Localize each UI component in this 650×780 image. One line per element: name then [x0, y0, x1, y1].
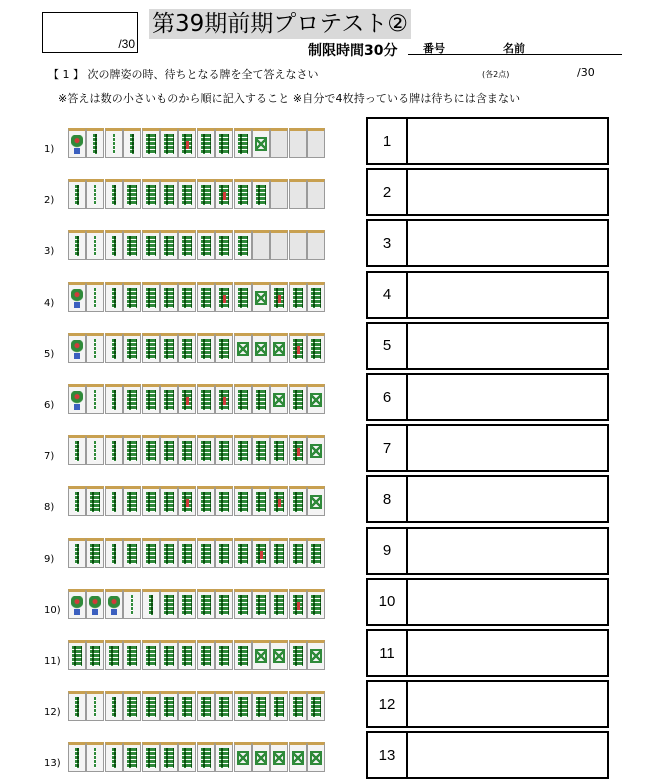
mahjong-tile-icon: [105, 742, 123, 772]
mahjong-tile-icon: [142, 486, 160, 516]
mahjong-tile-icon: [105, 691, 123, 721]
mahjong-tile-icon: [68, 435, 86, 465]
hand-label: 4): [44, 297, 55, 309]
answer-field[interactable]: [408, 273, 607, 317]
mahjong-tile-icon: [215, 640, 233, 670]
mahjong-tile-icon: [307, 282, 325, 312]
mahjong-tile-icon: [142, 179, 160, 209]
mahjong-tile-icon: [86, 384, 104, 414]
hand-row: [44, 587, 314, 627]
mahjong-tile-icon: [197, 179, 215, 209]
mahjong-tile-icon: [289, 538, 307, 568]
hand-row: [44, 689, 314, 729]
answer-box: [366, 219, 609, 267]
mahjong-tile-icon: [105, 282, 123, 312]
section-total: /30: [577, 66, 595, 79]
mahjong-tile-icon: [178, 179, 196, 209]
hand-tiles: [68, 486, 325, 516]
mahjong-tile-icon: [289, 486, 307, 516]
mahjong-tile-icon: [197, 589, 215, 619]
mahjong-tile-icon: [142, 538, 160, 568]
hand-label: 2): [44, 195, 55, 207]
hand-row: [44, 382, 314, 422]
mahjong-tile-icon: [215, 333, 233, 363]
mahjong-tile-icon: [289, 742, 307, 772]
mahjong-tile-icon: [252, 742, 270, 772]
mahjong-tile-icon: [86, 435, 104, 465]
mahjong-tile-icon: [270, 538, 288, 568]
mahjong-tile-icon: [142, 742, 160, 772]
mahjong-tile-icon: [178, 282, 196, 312]
mahjong-tile-icon: [270, 179, 288, 209]
mahjong-tile-icon: [270, 384, 288, 414]
time-limit: 制限時間30分: [308, 43, 398, 59]
mahjong-tile-icon: [160, 538, 178, 568]
section-points: (各2点): [482, 70, 510, 79]
answer-box: [366, 629, 609, 677]
mahjong-tile-icon: [197, 486, 215, 516]
mahjong-tile-icon: [160, 640, 178, 670]
hand-row: [44, 280, 314, 320]
mahjong-tile-icon: [234, 435, 252, 465]
hand-label: 8): [44, 502, 55, 514]
section-instruction: 【 1 】 次の牌姿の時、待ちとなる牌を全て答えなさい: [48, 68, 319, 81]
mahjong-tile-icon: [215, 179, 233, 209]
mahjong-tile-icon: [307, 435, 325, 465]
mahjong-tile-icon: [160, 282, 178, 312]
answer-box: [366, 424, 609, 472]
mahjong-tile-icon: [123, 486, 141, 516]
mahjong-tile-icon: [234, 230, 252, 260]
answer-number: 11: [368, 631, 408, 675]
mahjong-tile-icon: [160, 128, 178, 158]
hand-label: 6): [44, 400, 55, 411]
mahjong-tile-icon: [215, 384, 233, 414]
hand-row: [44, 433, 314, 473]
answer-number: 7: [368, 426, 408, 470]
mahjong-tile-icon: [123, 742, 141, 772]
mahjong-tile-icon: [105, 486, 123, 516]
mahjong-tile-icon: [215, 230, 233, 260]
mahjong-tile-icon: [68, 179, 86, 209]
mahjong-tile-icon: [252, 179, 270, 209]
answer-box: [366, 271, 609, 319]
hand-tiles: [68, 282, 325, 312]
mahjong-tile-icon: [123, 179, 141, 209]
hand-label: 13): [44, 758, 61, 770]
mahjong-tile-icon: [105, 230, 123, 260]
mahjong-tile-icon: [252, 230, 270, 260]
mahjong-tile-icon: [105, 538, 123, 568]
mahjong-tile-icon: [197, 282, 215, 312]
mahjong-tile-icon: [178, 538, 196, 568]
mahjong-tile-icon: [252, 538, 270, 568]
mahjong-tile-icon: [68, 742, 86, 772]
hand-row: [44, 126, 314, 166]
hand-tiles: [68, 538, 325, 568]
hand-label: 7): [44, 451, 55, 463]
mahjong-tile-icon: [289, 589, 307, 619]
mahjong-tile-icon: [307, 640, 325, 670]
answer-number: 5: [368, 324, 408, 368]
hand-tiles: [68, 333, 325, 363]
mahjong-tile-icon: [178, 742, 196, 772]
mahjong-tile-icon: [105, 179, 123, 209]
mahjong-tile-icon: [123, 384, 141, 414]
mahjong-tile-icon: [197, 640, 215, 670]
mahjong-tile-icon: [234, 333, 252, 363]
mahjong-tile-icon: [289, 179, 307, 209]
mahjong-tile-icon: [68, 538, 86, 568]
mahjong-tile-icon: [289, 691, 307, 721]
mahjong-tile-icon: [252, 486, 270, 516]
mahjong-tile-icon: [215, 589, 233, 619]
mahjong-tile-icon: [307, 691, 325, 721]
mahjong-tile-icon: [215, 128, 233, 158]
mahjong-tile-icon: [252, 691, 270, 721]
mahjong-tile-icon: [197, 435, 215, 465]
mahjong-tile-icon: [123, 589, 141, 619]
mahjong-tile-icon: [234, 179, 252, 209]
mahjong-tile-icon: [178, 128, 196, 158]
mahjong-tile-icon: [215, 435, 233, 465]
hand-tiles: [68, 435, 325, 465]
mahjong-tile-icon: [289, 384, 307, 414]
mahjong-tile-icon: [142, 333, 160, 363]
mahjong-tile-icon: [142, 589, 160, 619]
mahjong-tile-icon: [197, 333, 215, 363]
mahjong-tile-icon: [123, 333, 141, 363]
mahjong-tile-icon: [123, 640, 141, 670]
hand-tiles: [68, 742, 325, 772]
mahjong-tile-icon: [178, 384, 196, 414]
mahjong-tile-icon: [123, 435, 141, 465]
hand-tiles: [68, 179, 325, 209]
mahjong-tile-icon: [252, 640, 270, 670]
section-note: ※答えは数の小さいものから順に記入すること ※自分で4枚持っている牌は待ちには含まない: [58, 92, 521, 105]
score-total: /30: [118, 37, 135, 51]
mahjong-tile-icon: [160, 230, 178, 260]
hand-label: 12): [44, 707, 61, 719]
mahjong-tile-icon: [160, 742, 178, 772]
mahjong-tile-icon: [160, 691, 178, 721]
mahjong-tile-icon: [86, 538, 104, 568]
mahjong-tile-icon: [234, 384, 252, 414]
answer-field[interactable]: [408, 119, 607, 163]
mahjong-tile-icon: [160, 589, 178, 619]
hand-tiles: [68, 589, 325, 619]
mahjong-tile-icon: [234, 538, 252, 568]
answer-number: 3: [368, 221, 408, 265]
mahjong-tile-icon: [178, 230, 196, 260]
mahjong-tile-icon: [86, 333, 104, 363]
mahjong-tile-icon: [252, 333, 270, 363]
mahjong-tile-icon: [86, 486, 104, 516]
hand-row: [44, 740, 314, 780]
mahjong-tile-icon: [289, 333, 307, 363]
name-field-line[interactable]: [408, 54, 622, 55]
mahjong-tile-icon: [234, 128, 252, 158]
mahjong-tile-icon: [307, 589, 325, 619]
mahjong-tile-icon: [86, 589, 104, 619]
mahjong-tile-icon: [142, 691, 160, 721]
mahjong-tile-icon: [270, 589, 288, 619]
mahjong-tile-icon: [142, 230, 160, 260]
answer-box: [366, 731, 609, 779]
answer-number: 10: [368, 580, 408, 624]
mahjong-tile-icon: [307, 128, 325, 158]
mahjong-tile-icon: [86, 640, 104, 670]
mahjong-tile-icon: [68, 640, 86, 670]
answer-field[interactable]: [408, 170, 607, 214]
answer-box: [366, 117, 609, 165]
mahjong-tile-icon: [252, 282, 270, 312]
answer-field[interactable]: [408, 631, 607, 675]
hand-tiles: [68, 128, 325, 158]
answer-field[interactable]: [408, 324, 607, 368]
mahjong-tile-icon: [142, 282, 160, 312]
mahjong-tile-icon: [215, 486, 233, 516]
mahjong-tile-icon: [68, 384, 86, 414]
mahjong-tile-icon: [234, 742, 252, 772]
mahjong-tile-icon: [307, 538, 325, 568]
hand-label: 9): [44, 553, 55, 565]
number-label: 番号: [423, 42, 445, 55]
mahjong-tile-icon: [160, 333, 178, 363]
hand-tiles: [68, 384, 325, 414]
hand-row: [44, 177, 314, 217]
mahjong-tile-icon: [270, 435, 288, 465]
mahjong-tile-icon: [160, 486, 178, 516]
mahjong-tile-icon: [105, 333, 123, 363]
mahjong-tile-icon: [234, 589, 252, 619]
mahjong-tile-icon: [270, 691, 288, 721]
mahjong-tile-icon: [105, 589, 123, 619]
mahjong-tile-icon: [252, 589, 270, 619]
hand-tiles: [68, 691, 325, 721]
mahjong-tile-icon: [307, 486, 325, 516]
mahjong-tile-icon: [178, 435, 196, 465]
mahjong-tile-icon: [252, 435, 270, 465]
hand-row: [44, 331, 314, 371]
hand-row: [44, 484, 314, 524]
mahjong-tile-icon: [252, 384, 270, 414]
mahjong-tile-icon: [105, 384, 123, 414]
mahjong-tile-icon: [86, 230, 104, 260]
mahjong-tile-icon: [178, 640, 196, 670]
answer-field[interactable]: [408, 529, 607, 573]
mahjong-tile-icon: [86, 179, 104, 209]
mahjong-tile-icon: [197, 691, 215, 721]
mahjong-tile-icon: [86, 691, 104, 721]
mahjong-tile-icon: [68, 589, 86, 619]
hand-label: 11): [44, 656, 61, 667]
mahjong-tile-icon: [252, 128, 270, 158]
answer-box: [366, 578, 609, 626]
hand-row: [44, 638, 314, 678]
answer-field[interactable]: [408, 733, 607, 777]
answer-number: 6: [368, 375, 408, 419]
mahjong-tile-icon: [178, 486, 196, 516]
mahjong-tile-icon: [68, 333, 86, 363]
mahjong-tile-icon: [197, 230, 215, 260]
mahjong-tile-icon: [289, 282, 307, 312]
mahjong-tile-icon: [215, 282, 233, 312]
mahjong-tile-icon: [215, 538, 233, 568]
mahjong-tile-icon: [142, 640, 160, 670]
mahjong-tile-icon: [197, 742, 215, 772]
page-title: 第39期前期プロテスト②: [149, 9, 411, 39]
hand-row: [44, 228, 314, 268]
mahjong-tile-icon: [68, 282, 86, 312]
answer-box: [366, 322, 609, 370]
mahjong-tile-icon: [68, 128, 86, 158]
mahjong-tile-icon: [178, 691, 196, 721]
mahjong-tile-icon: [197, 384, 215, 414]
answer-number: 13: [368, 733, 408, 777]
mahjong-tile-icon: [105, 640, 123, 670]
mahjong-tile-icon: [197, 538, 215, 568]
mahjong-tile-icon: [234, 282, 252, 312]
mahjong-tile-icon: [123, 282, 141, 312]
answer-number: 8: [368, 477, 408, 521]
hand-row: [44, 536, 314, 576]
mahjong-tile-icon: [307, 179, 325, 209]
mahjong-tile-icon: [123, 230, 141, 260]
mahjong-tile-icon: [270, 742, 288, 772]
answer-number: 9: [368, 529, 408, 573]
mahjong-tile-icon: [307, 384, 325, 414]
mahjong-tile-icon: [123, 128, 141, 158]
mahjong-tile-icon: [289, 230, 307, 260]
mahjong-tile-icon: [307, 742, 325, 772]
mahjong-tile-icon: [86, 742, 104, 772]
mahjong-tile-icon: [178, 333, 196, 363]
hand-label: 10): [44, 604, 61, 616]
mahjong-tile-icon: [160, 179, 178, 209]
mahjong-tile-icon: [142, 435, 160, 465]
mahjong-tile-icon: [215, 742, 233, 772]
hand-label: 5): [44, 348, 55, 360]
answer-number: 2: [368, 170, 408, 214]
hand-label: 1): [44, 144, 55, 155]
mahjong-tile-icon: [215, 691, 233, 721]
hand-label: 3): [44, 246, 55, 258]
answer-field[interactable]: [408, 580, 607, 624]
mahjong-tile-icon: [270, 486, 288, 516]
mahjong-tile-icon: [123, 691, 141, 721]
mahjong-tile-icon: [123, 538, 141, 568]
mahjong-tile-icon: [270, 333, 288, 363]
answer-box: [366, 680, 609, 728]
answer-box: [366, 475, 609, 523]
answer-field[interactable]: [408, 426, 607, 470]
answer-field[interactable]: [408, 682, 607, 726]
answer-box: [366, 527, 609, 575]
mahjong-tile-icon: [160, 435, 178, 465]
hand-tiles: [68, 230, 325, 260]
mahjong-tile-icon: [307, 333, 325, 363]
answer-box: [366, 168, 609, 216]
answer-number: 4: [368, 273, 408, 317]
mahjong-tile-icon: [160, 384, 178, 414]
score-box[interactable]: [42, 12, 138, 53]
mahjong-tile-icon: [289, 435, 307, 465]
mahjong-tile-icon: [68, 486, 86, 516]
answer-field[interactable]: [408, 375, 607, 419]
mahjong-tile-icon: [86, 128, 104, 158]
mahjong-tile-icon: [270, 640, 288, 670]
mahjong-tile-icon: [105, 128, 123, 158]
answer-field[interactable]: [408, 221, 607, 265]
mahjong-tile-icon: [270, 282, 288, 312]
mahjong-tile-icon: [105, 435, 123, 465]
mahjong-tile-icon: [270, 230, 288, 260]
answer-field[interactable]: [408, 477, 607, 521]
mahjong-tile-icon: [197, 128, 215, 158]
mahjong-tile-icon: [234, 486, 252, 516]
mahjong-tile-icon: [234, 640, 252, 670]
mahjong-tile-icon: [234, 691, 252, 721]
mahjong-tile-icon: [178, 589, 196, 619]
mahjong-tile-icon: [307, 230, 325, 260]
mahjong-tile-icon: [289, 640, 307, 670]
mahjong-tile-icon: [142, 384, 160, 414]
mahjong-tile-icon: [142, 128, 160, 158]
answer-number: 12: [368, 682, 408, 726]
name-label: 名前: [503, 42, 525, 55]
mahjong-tile-icon: [86, 282, 104, 312]
answer-box: [366, 373, 609, 421]
mahjong-tile-icon: [289, 128, 307, 158]
answer-number: 1: [368, 119, 408, 163]
hand-tiles: [68, 640, 325, 670]
mahjong-tile-icon: [68, 691, 86, 721]
mahjong-tile-icon: [68, 230, 86, 260]
mahjong-tile-icon: [270, 128, 288, 158]
